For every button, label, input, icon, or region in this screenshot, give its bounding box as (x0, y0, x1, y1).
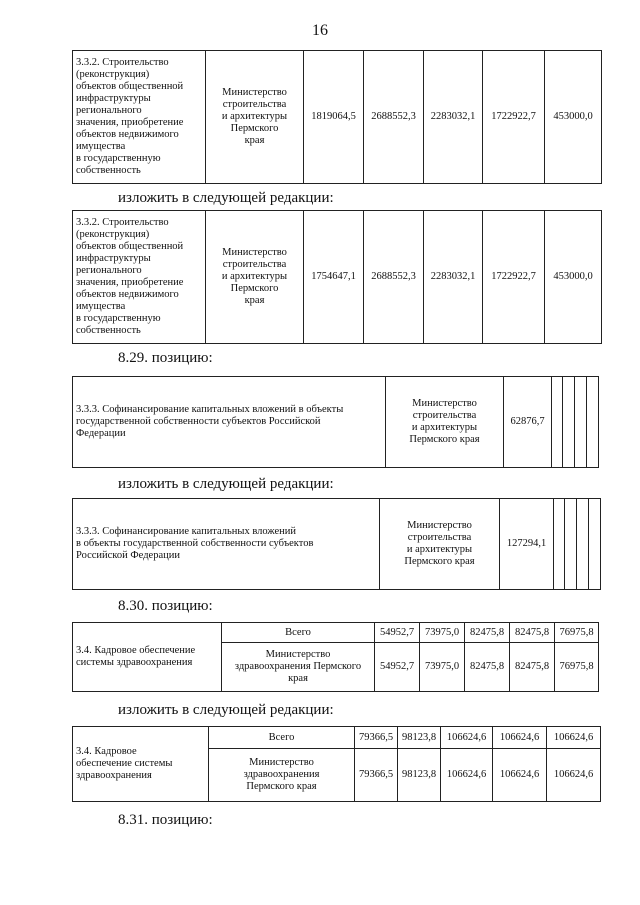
empty-cell (577, 499, 589, 590)
value-cell: 106624,6 (493, 749, 547, 802)
value-cell: 1722922,7 (483, 211, 545, 344)
table-row (73, 499, 601, 590)
row-label-total: Всего (222, 623, 375, 643)
value-cell: 98123,8 (398, 749, 441, 802)
value-cell: 73975,0 (420, 643, 465, 692)
table-row (73, 623, 599, 643)
value-cell: 2688552,3 (364, 51, 424, 184)
heading-new-edition-3: изложить в следующей редакции: (118, 702, 334, 718)
heading-new-edition-2: изложить в следующей редакции: (118, 476, 334, 492)
table-3-3-3-old (72, 376, 599, 468)
value-cell: 82475,8 (465, 643, 510, 692)
table-row (73, 211, 602, 344)
value-cell: 2283032,1 (424, 51, 483, 184)
value-cell: 79366,5 (355, 727, 398, 749)
table-3-3-3-new (72, 498, 601, 590)
empty-cell (552, 377, 563, 468)
table-3-3-2-old (72, 50, 602, 184)
table-row (73, 51, 602, 184)
value-cell: 76975,8 (555, 623, 599, 643)
table-3-4-old (72, 622, 599, 692)
row-label-total: Всего (209, 727, 355, 749)
measure-name: 3.3.3. Софинансирование капитальных вложений в объекты государственной собственности субъектов Российской Федерации (73, 499, 380, 590)
empty-cell (563, 377, 575, 468)
value-cell: 82475,8 (465, 623, 510, 643)
value-cell: 453000,0 (545, 211, 602, 344)
empty-cell (589, 499, 601, 590)
empty-cell (575, 377, 587, 468)
value-cell: 82475,8 (510, 623, 555, 643)
value-cell: 1754647,1 (304, 211, 364, 344)
page-number: 16 (312, 22, 328, 39)
value-cell: 106624,6 (547, 727, 601, 749)
value-cell: 453000,0 (545, 51, 602, 184)
value-cell: 127294,1 (500, 499, 554, 590)
measure-name: 3.3.2. Строительство (реконструкция) объектов общественной инфраструктуры регионального значения, приобретение объектов недвижимого имущества в государственную собственность (73, 51, 206, 184)
measure-name: 3.3.2. Строительство (реконструкция) объектов общественной инфраструктуры регионального значения, приобретение объектов недвижимого имущества в государственную собственность (73, 211, 206, 344)
heading-position-8-31: 8.31. позицию: (118, 812, 213, 828)
value-cell: 2283032,1 (424, 211, 483, 344)
value-cell: 98123,8 (398, 727, 441, 749)
value-cell: 106624,6 (441, 727, 493, 749)
value-cell: 54952,7 (375, 623, 420, 643)
value-cell: 1819064,5 (304, 51, 364, 184)
value-cell: 2688552,3 (364, 211, 424, 344)
heading-position-8-29: 8.29. позицию: (118, 350, 213, 366)
table-row (73, 377, 599, 468)
value-cell: 79366,5 (355, 749, 398, 802)
heading-position-8-30: 8.30. позицию: (118, 598, 213, 614)
table-3-3-2-new (72, 210, 602, 344)
value-cell: 73975,0 (420, 623, 465, 643)
responsible-executor: Министерство строительства и архитектуры Пермского края (206, 51, 304, 184)
empty-cell (554, 499, 565, 590)
value-cell: 106624,6 (493, 727, 547, 749)
empty-cell (565, 499, 577, 590)
heading-new-edition-1: изложить в следующей редакции: (118, 190, 334, 206)
responsible-executor: Министерство здравоохранения Пермского края (222, 643, 375, 692)
responsible-executor: Министерство строительства и архитектуры Пермского края (380, 499, 500, 590)
responsible-executor: Министерство строительства и архитектуры Пермского края (386, 377, 504, 468)
value-cell: 54952,7 (375, 643, 420, 692)
value-cell: 76975,8 (555, 643, 599, 692)
measure-name: 3.4. Кадровое обеспечение системы здравоохранения (73, 727, 209, 802)
responsible-executor: Министерство здравоохранения Пермского края (209, 749, 355, 802)
value-cell: 1722922,7 (483, 51, 545, 184)
value-cell: 82475,8 (510, 643, 555, 692)
measure-name: 3.4. Кадровое обеспечение системы здравоохранения (73, 623, 222, 692)
value-cell: 106624,6 (441, 749, 493, 802)
value-cell: 106624,6 (547, 749, 601, 802)
table-row (73, 727, 601, 749)
value-cell: 62876,7 (504, 377, 552, 468)
responsible-executor: Министерство строительства и архитектуры Пермского края (206, 211, 304, 344)
table-3-4-new (72, 726, 601, 802)
measure-name: 3.3.3. Софинансирование капитальных вложений в объекты государственной собственности субъектов Российской Федерации (73, 377, 386, 468)
empty-cell (587, 377, 599, 468)
